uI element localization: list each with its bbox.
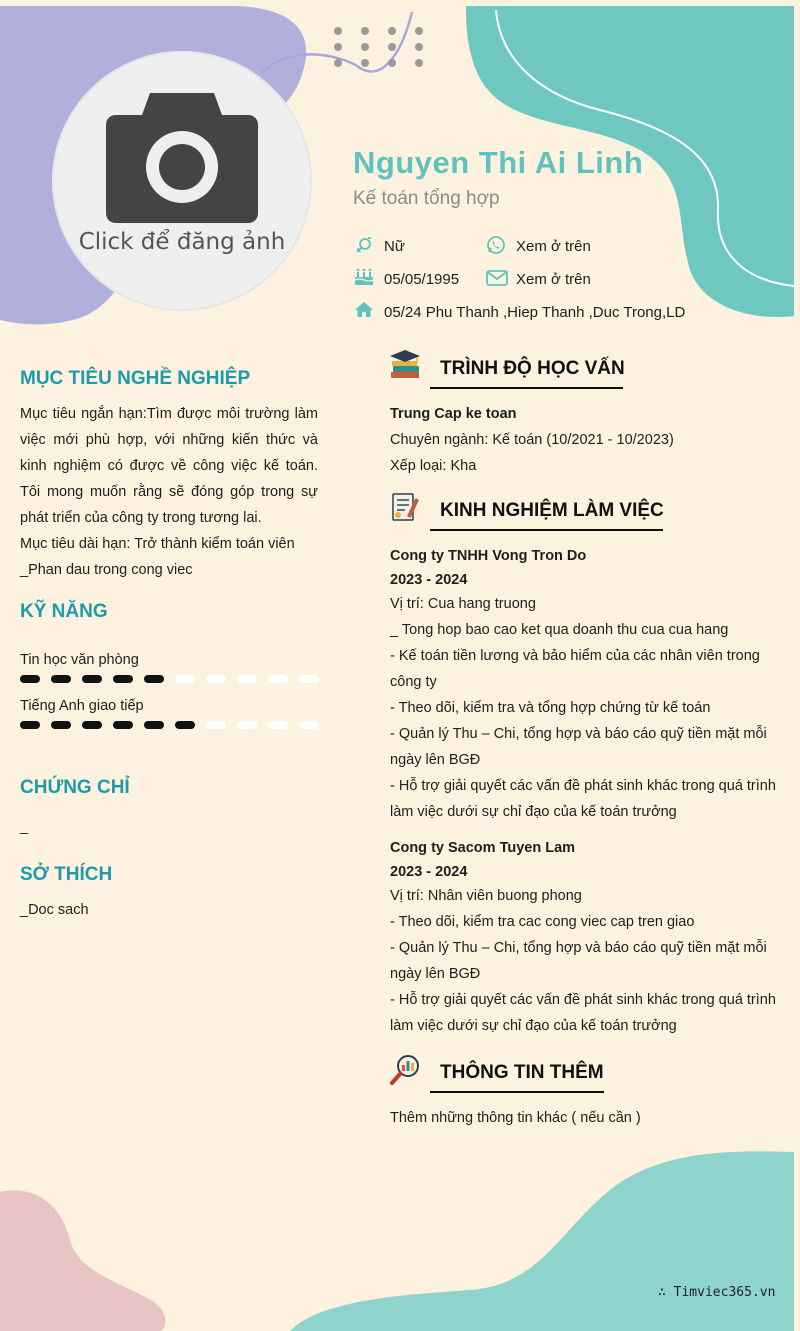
hobbies-heading: SỞ THÍCH — [20, 864, 113, 885]
job-duty: - Theo dõi, kiểm tra cac cong viec cap tren giao — [390, 914, 695, 930]
education-major: Chuyên ngành: Kế toán (10/2021 - 10/2023) — [390, 432, 674, 448]
birthday-cake-icon — [354, 268, 374, 286]
skill-dash-filled — [51, 721, 71, 729]
skill-dash-filled — [82, 675, 102, 683]
experience-document-icon — [389, 492, 421, 522]
skill-dash-filled — [175, 721, 195, 729]
skill-name: Tin học văn phòng — [20, 652, 139, 668]
full-name: Nguyen Thi Ai Linh — [353, 145, 644, 180]
skill-dash-empty — [299, 721, 319, 729]
skill-dash-filled — [51, 675, 71, 683]
job-period: 2023 - 2024 — [390, 572, 468, 588]
home-icon — [354, 301, 374, 318]
certificates-text: _ — [20, 819, 29, 835]
extra-text: Thêm những thông tin khác ( nếu cần ) — [390, 1110, 641, 1126]
objective-short-term: Mục tiêu ngắn hạn:Tìm được môi trường làm việc mới phù hợp, với những kiến thức và kinh nghiệm có được về công việc kế toán. Tôi mong muốn rằng sẽ đóng góp trong sự phát triển của công ty trong tương lai. — [20, 406, 318, 526]
education-heading-underline — [430, 387, 623, 389]
job-period: 2023 - 2024 — [390, 864, 468, 880]
phone-icon — [486, 235, 506, 255]
education-rank: Xếp loại: Kha — [390, 458, 477, 474]
objective-extra: _Phan dau trong cong viec — [20, 562, 193, 578]
footer-brand[interactable]: ∴ Timviec365.vn — [658, 1285, 776, 1300]
email-value: Xem ở trên — [516, 271, 591, 288]
hobbies-text: _Doc sach — [20, 902, 89, 918]
job-company: Cong ty Sacom Tuyen Lam — [390, 840, 576, 856]
skill-dash-empty — [237, 721, 257, 729]
experience-heading-underline — [430, 529, 663, 531]
gender-value: Nữ — [384, 238, 405, 255]
experience-job — [390, 543, 780, 825]
skill-dash-filled — [113, 675, 133, 683]
teal-bottom-blob — [290, 1151, 794, 1331]
skill-dash-filled — [20, 675, 40, 683]
job-company: Cong ty TNHH Vong Tron Do — [390, 548, 587, 564]
extra-heading-underline — [430, 1091, 604, 1093]
email-icon — [486, 270, 508, 286]
address-value: 05/24 Phu Thanh ,Hiep Thanh ,Duc Trong,LD — [384, 304, 686, 321]
gender-icon — [355, 236, 373, 254]
objective-long-term: Mục tiêu dài hạn: Trở thành kiểm toán viên — [20, 536, 295, 552]
skill-dash-empty — [206, 721, 226, 729]
skills-heading: KỸ NĂNG — [20, 601, 108, 622]
skill-dash-empty — [206, 675, 226, 683]
skill-dash-empty — [268, 675, 288, 683]
skill-dash-empty — [268, 721, 288, 729]
skill-dash-empty — [175, 675, 195, 683]
job-duty: - Hỗ trợ giải quyết các vấn đề phát sinh khác trong quá trình làm việc dưới sự chỉ đạo của kế toán trưởng — [390, 992, 776, 1034]
camera-icon — [104, 89, 260, 225]
phone-value: Xem ở trên — [516, 238, 591, 255]
skill-dash-empty — [299, 675, 319, 683]
certificates-heading: CHỨNG CHỈ — [20, 777, 130, 798]
skill-dash-filled — [20, 721, 40, 729]
job-position: Vị trí: Nhân viên buong phong — [390, 888, 582, 904]
education-heading: TRÌNH ĐỘ HỌC VẤN — [440, 358, 625, 379]
job-duty: - Quản lý Thu – Chi, tổng hợp và báo cáo quỹ tiền mặt mỗi ngày lên BGĐ — [390, 940, 767, 982]
experience-heading: KINH NGHIỆM LÀM VIỆC — [440, 500, 664, 521]
skill-level-bar — [20, 675, 319, 683]
education-books-icon — [389, 350, 421, 380]
skill-dash-filled — [144, 721, 164, 729]
skill-level-bar — [20, 721, 319, 729]
job-duty: - Kế toán tiền lương và bảo hiểm của các nhân viên trong công ty — [390, 648, 760, 690]
skill-dash-filled — [144, 675, 164, 683]
education-details — [390, 401, 780, 479]
skill-dash-filled — [82, 721, 102, 729]
profile-photo-upload[interactable] — [52, 51, 312, 311]
extra-heading: THÔNG TIN THÊM — [440, 1062, 604, 1083]
photo-upload-label[interactable]: Click để đăng ảnh — [78, 229, 286, 255]
objective-heading: MỤC TIÊU NGHỀ NGHIỆP — [20, 368, 251, 389]
experience-job — [390, 835, 780, 1039]
birthday-value: 05/05/1995 — [384, 271, 460, 288]
job-duty: - Quản lý Thu – Chi, tổng hợp và báo cáo quỹ tiền mặt mỗi ngày lên BGĐ — [390, 726, 767, 768]
skill-dash-filled — [113, 721, 133, 729]
pink-blob — [0, 1190, 165, 1331]
skill-dash-empty — [237, 675, 257, 683]
job-duty: - Theo dõi, kiểm tra và tổng hợp chứng từ kế toán — [390, 700, 711, 716]
job-title: Kế toán tổng hợp — [353, 188, 500, 209]
extra-info-magnifier-icon — [389, 1054, 421, 1086]
education-school: Trung Cap ke toan — [390, 406, 517, 422]
job-duty: - Hỗ trợ giải quyết các vấn đề phát sinh khác trong quá trình làm việc dưới sự chỉ đạo của kế toán trưởng — [390, 778, 776, 820]
job-position: Vị trí: Cua hang truong — [390, 596, 536, 612]
skill-name: Tiếng Anh giao tiếp — [20, 698, 144, 714]
job-duty: _ Tong hop bao cao ket qua doanh thu cua cua hang — [390, 622, 729, 638]
